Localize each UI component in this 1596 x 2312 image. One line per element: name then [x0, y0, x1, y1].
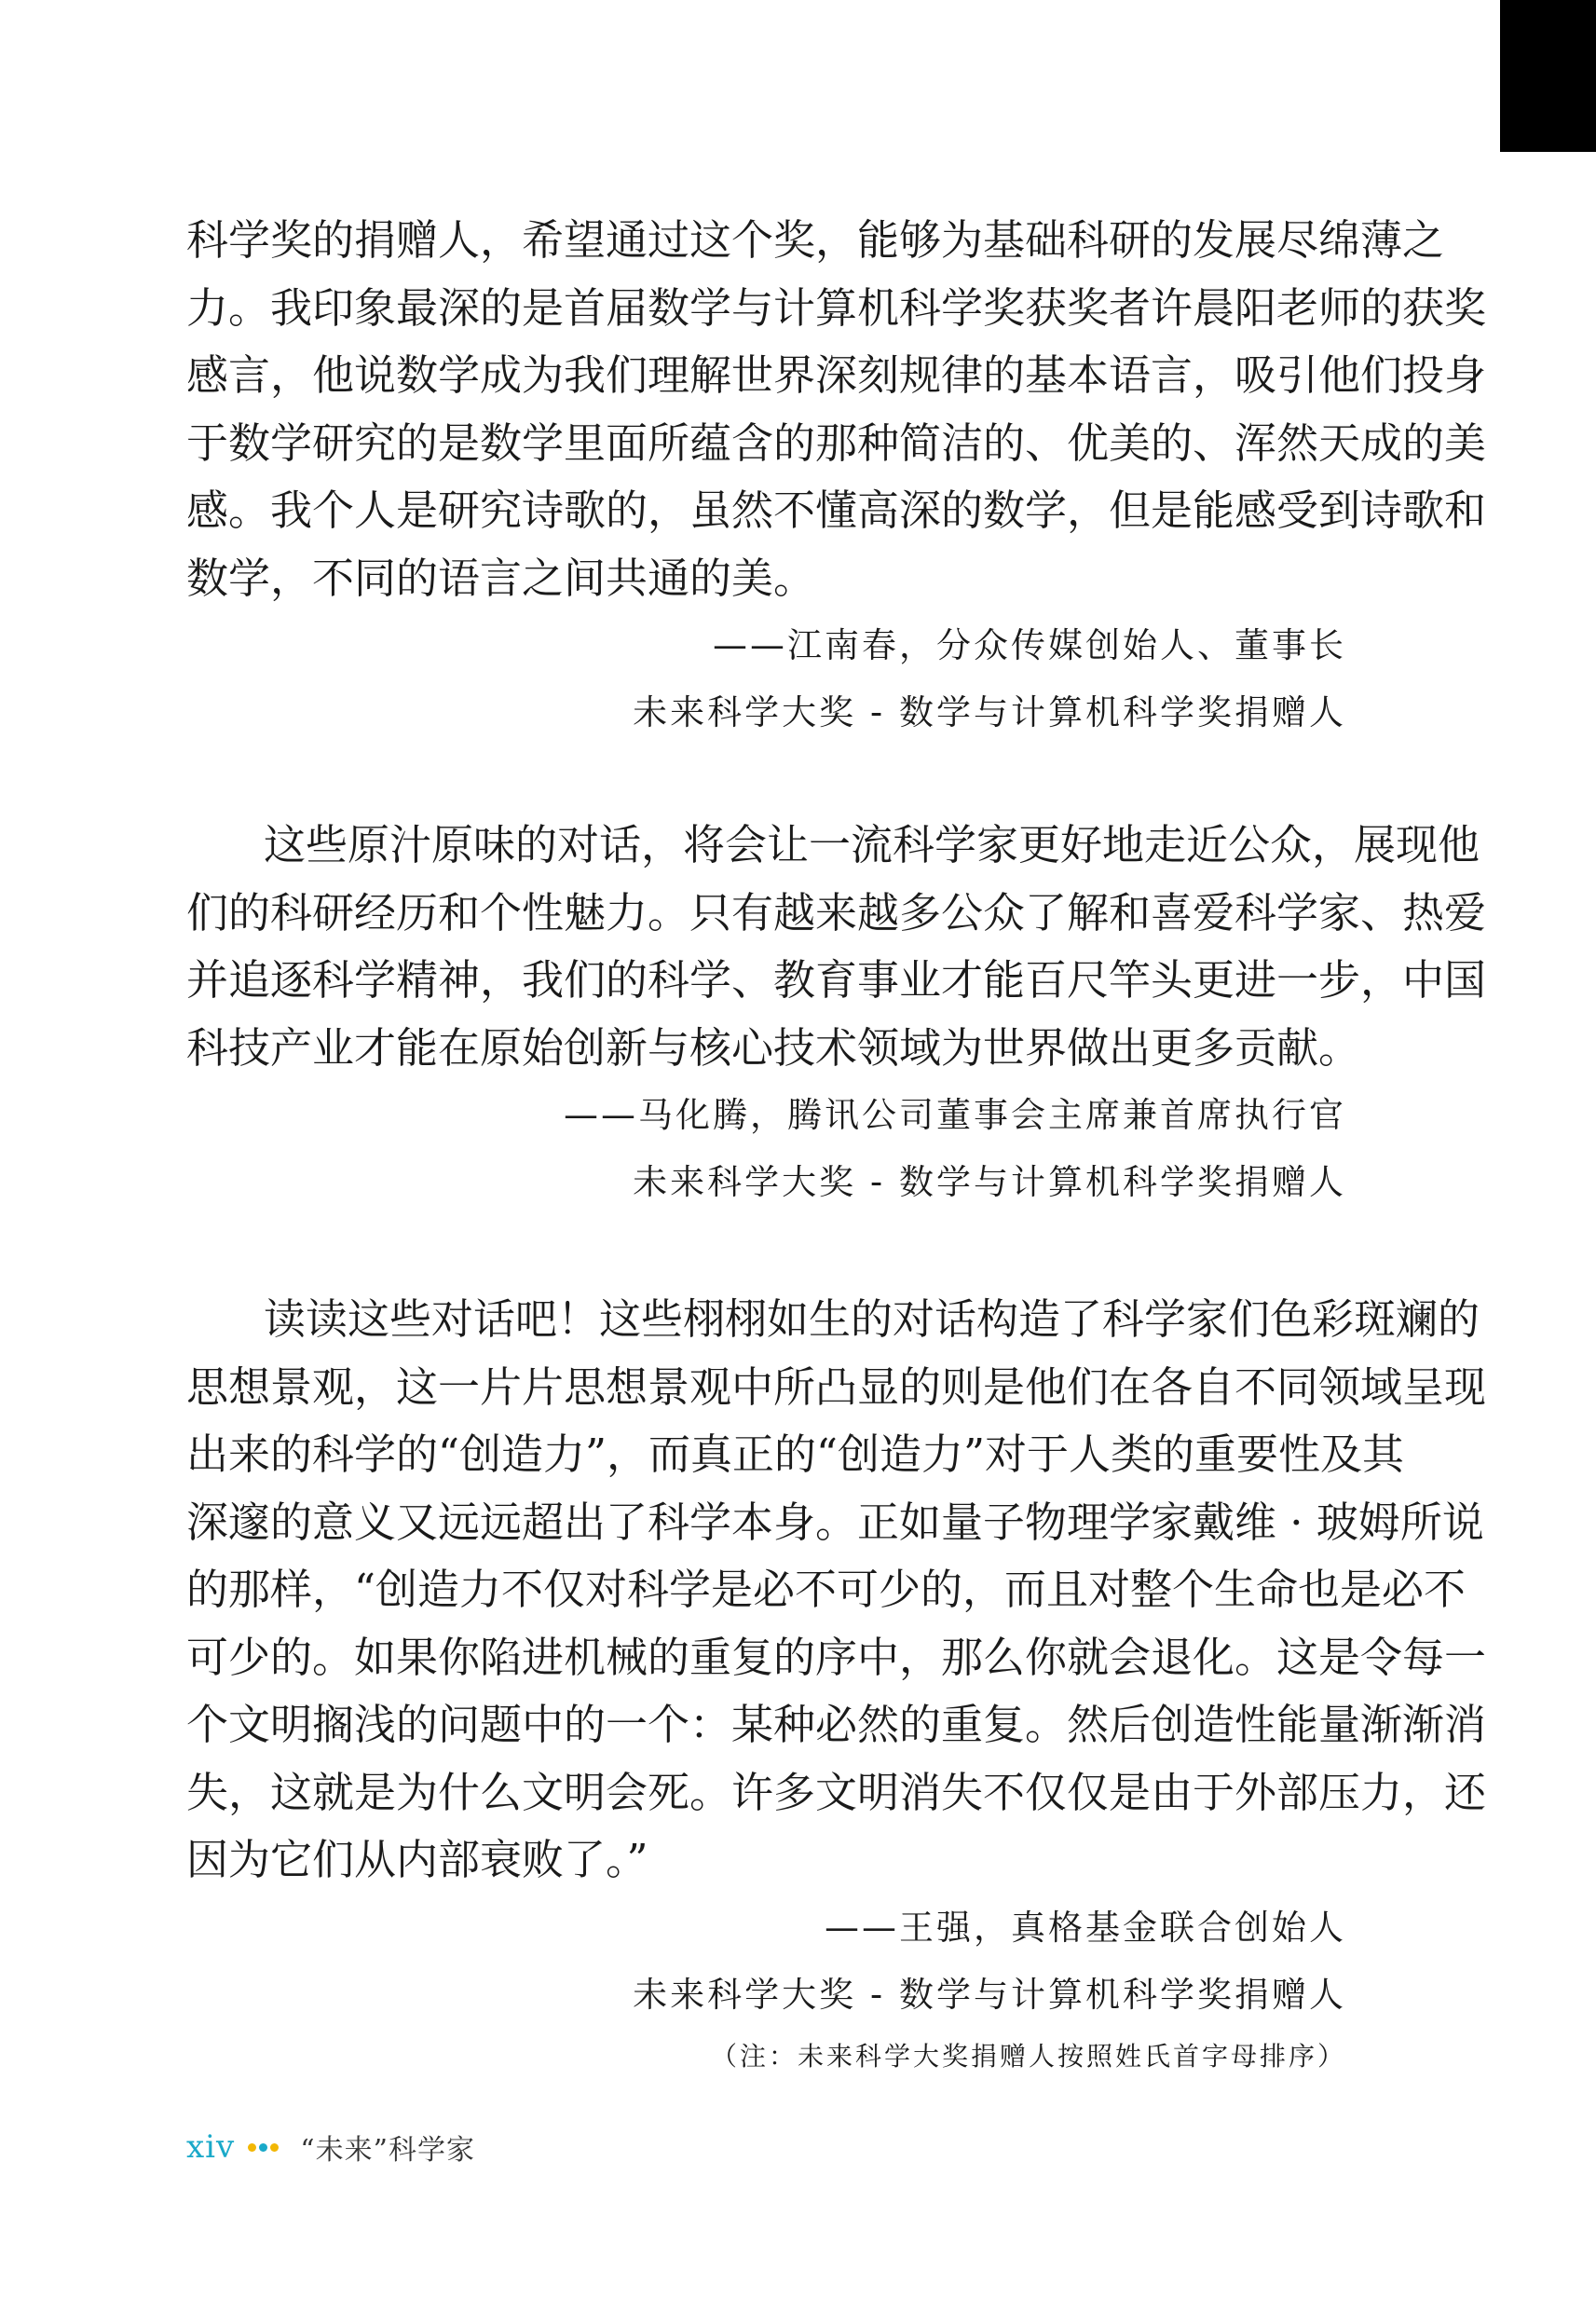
- attribution-name: ——江南春，分众传媒创始人、董事长: [713, 625, 1346, 665]
- paragraph-2: [186, 812, 1487, 1082]
- text-line: 的那样，“创造力不仅对科学是必不可少的，而且对整个生命也是必不: [186, 1565, 1466, 1614]
- spacer: [186, 746, 1346, 812]
- page-number: xiv: [186, 2128, 236, 2166]
- text-line: 数学，不同的语言之间共通的美。: [186, 553, 816, 603]
- text-line: 出来的科学的“创造力”，而真正的“创造力”对于人类的重要性及其: [186, 1430, 1405, 1479]
- text-line: 力。我印象最深的是首届数学与计算机科学奖获奖者许晨阳老师的获奖: [186, 282, 1487, 333]
- text-line: 思想景观，这一片片思想景观中所凸显的则是他们在各自不同领域呈现: [186, 1361, 1487, 1412]
- text-line: 个文明搁浅的问题中的一个：某种必然的重复。然后创造性能量渐渐消: [186, 1700, 1487, 1749]
- text-line: 失，这就是为什么文明会死。许多文明消失不仅仅是由于外部压力，还: [186, 1767, 1487, 1817]
- text-line: 这些原汁原味的对话，将会让一流科学家更好地走近公众，展现他: [264, 820, 1480, 869]
- attribution-award: 未来科学大奖 - 数学与计算机科学奖捐赠人: [633, 1162, 1346, 1202]
- dot-icon: [270, 2143, 279, 2152]
- attribution-name: ——王强，真格基金联合创始人: [825, 1907, 1346, 1948]
- dot-icon: [259, 2143, 267, 2152]
- text-line: 并追逐科学精神，我们的科学、教育事业才能百尺竿头更进一步，中国: [186, 955, 1487, 1005]
- text-line: 科学奖的捐赠人，希望通过这个奖，能够为基础科研的发展尽绵薄之: [186, 215, 1445, 265]
- paragraph-1: [186, 207, 1487, 612]
- text-line: 感言，他说数学成为我们理解世界深刻规律的基本语言，吸引他们投身: [186, 350, 1487, 400]
- page-content: [186, 207, 1487, 2085]
- book-title: “未来”科学家: [300, 2134, 475, 2167]
- attribution-award: 未来科学大奖 - 数学与计算机科学奖捐赠人: [633, 692, 1346, 732]
- dots-ornament-icon: [248, 2143, 281, 2152]
- page-footer: [186, 2127, 475, 2168]
- text-line: 因为它们从内部衰败了。”: [186, 1835, 648, 1884]
- dot-icon: [248, 2143, 256, 2152]
- attribution-name: ——马化腾，腾讯公司董事会主席兼首席执行官: [564, 1095, 1346, 1135]
- text-line: 感。我个人是研究诗歌的，虽然不懂高深的数学，但是能感受到诗歌和: [186, 486, 1487, 535]
- spacer: [186, 1216, 1346, 1286]
- text-line: 读读这些对话吧！这些栩栩如生的对话构造了科学家们色彩斑斓的: [264, 1294, 1480, 1344]
- corner-thumb-tab: [1500, 0, 1596, 152]
- text-line: 们的科研经历和个性魅力。只有越来越多公众了解和喜爱科学家、热爱: [186, 887, 1487, 937]
- donor-order-note: （注：未来科学大奖捐赠人按照姓氏首字母排序）: [710, 2040, 1346, 2072]
- attribution-award: 未来科学大奖 - 数学与计算机科学奖捐赠人: [633, 1974, 1346, 2015]
- text-line: 科技产业才能在原始创新与核心技术领域为世界做出更多贡献。: [186, 1022, 1361, 1073]
- text-line: 于数学研究的是数学里面所蕴含的那种简洁的、优美的、浑然天成的美: [186, 417, 1487, 468]
- text-line: 深邃的意义又远远超出了科学本身。正如量子物理学家戴维 · 玻姆所说: [186, 1497, 1484, 1547]
- paragraph-3: [186, 1286, 1487, 1895]
- text-line: 可少的。如果你陷进机械的重复的序中，那么你就会退化。这是令每一: [186, 1632, 1487, 1682]
